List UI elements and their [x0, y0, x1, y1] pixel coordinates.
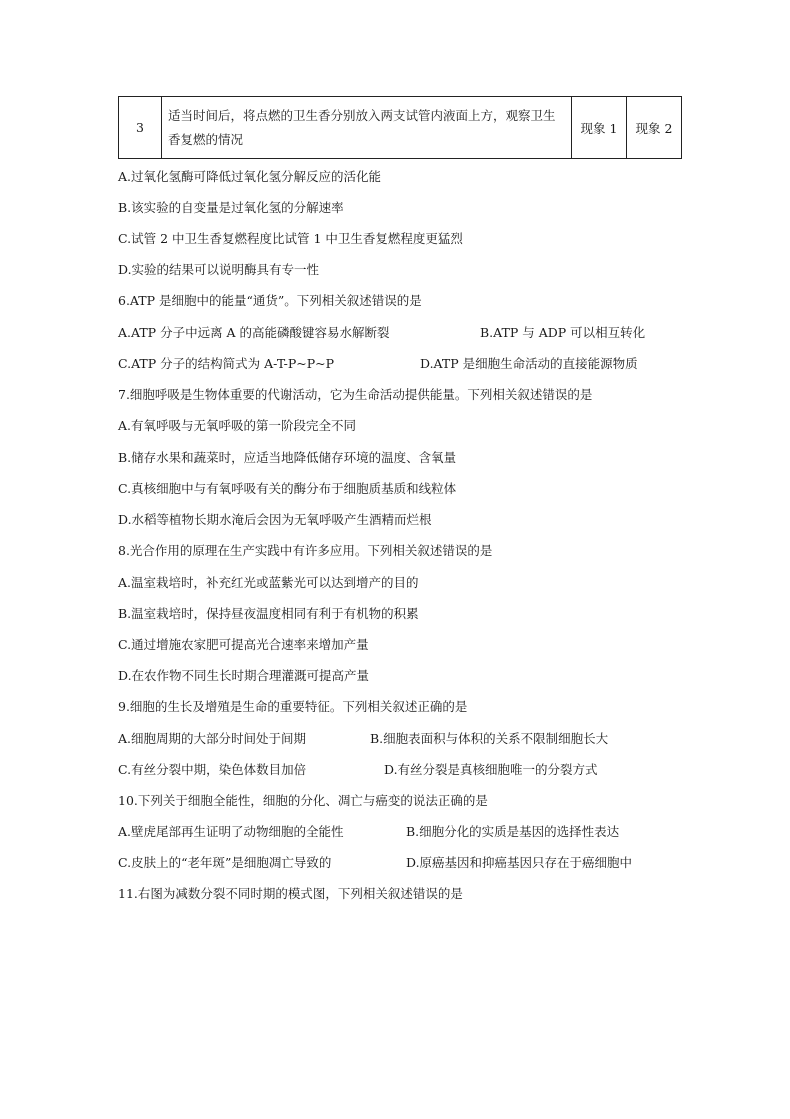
q9-option-c: C.有丝分裂中期，染色体数目加倍: [118, 762, 307, 777]
q6-option-c: C.ATP 分子的结构简式为 A-T-P~P~P: [118, 356, 335, 371]
q6-stem: 6.ATP 是细胞中的能量“通货”。下列相关叙述错误的是: [118, 293, 422, 308]
q7-stem: 7.细胞呼吸是生物体重要的代谢活动，它为生命活动提供能量。下列相关叙述错误的是: [118, 387, 593, 402]
q10-option-a: A.壁虎尾部再生证明了动物细胞的全能性: [118, 824, 344, 839]
q9-option-b: B.细胞表面积与体积的关系不限制细胞长大: [370, 731, 609, 746]
q8-option-c: C.通过增施农家肥可提高光合速率来增加产量: [118, 637, 369, 652]
q8-option-b: B.温室栽培时，保持昼夜温度相同有利于有机物的积累: [118, 606, 419, 621]
q11-stem: 11.右图为减数分裂不同时期的模式图，下列相关叙述错误的是: [118, 886, 463, 901]
q5-option-c: C.试管 2 中卫生香复燃程度比试管 1 中卫生香复燃程度更猛烈: [118, 231, 463, 246]
q7-option-c: C.真核细胞中与有氧呼吸有关的酶分布于细胞质基质和线粒体: [118, 481, 457, 496]
q10-option-c: C.皮肤上的“老年斑”是细胞凋亡导致的: [118, 855, 332, 870]
q7-option-b: B.储存水果和蔬菜时，应适当地降低储存环境的温度、含氧量: [118, 450, 457, 465]
q8-option-d: D.在农作物不同生长时期合理灌溉可提高产量: [118, 668, 370, 683]
q10-option-b: B.细胞分化的实质是基因的选择性表达: [406, 824, 620, 839]
table-row: [119, 97, 682, 159]
step-number: 3: [119, 97, 162, 159]
q5-option-b: B.该实验的自变量是过氧化氢的分解速率: [118, 200, 344, 215]
q8-option-a: A.温室栽培时，补充红光或蓝紫光可以达到增产的目的: [118, 575, 419, 590]
q6-option-b: B.ATP 与 ADP 可以相互转化: [480, 325, 646, 340]
q10-stem: 10.下列关于细胞全能性，细胞的分化、凋亡与癌变的说法正确的是: [118, 793, 488, 808]
q6-option-d: D.ATP 是细胞生命活动的直接能源物质: [420, 356, 638, 371]
experiment-table: [118, 96, 682, 159]
step-description: 适当时间后，将点燃的卫生香分别放入两支试管内液面上方，观察卫生香复燃的情况: [162, 97, 572, 159]
q9-option-d: D.有丝分裂是真核细胞唯一的分裂方式: [384, 762, 598, 777]
q7-option-d: D.水稻等植物长期水淹后会因为无氧呼吸产生酒精而烂根: [118, 512, 432, 527]
result-tube-1: 现象 1: [572, 97, 627, 159]
q5-option-a: A.过氧化氢酶可降低过氧化氢分解反应的活化能: [118, 169, 382, 184]
q10-option-d: D.原癌基因和抑癌基因只存在于癌细胞中: [406, 855, 633, 870]
q7-option-a: A.有氧呼吸与无氧呼吸的第一阶段完全不同: [118, 418, 357, 433]
q9-option-a: A.细胞周期的大部分时间处于间期: [118, 731, 307, 746]
result-tube-2: 现象 2: [627, 97, 682, 159]
q6-option-a: A.ATP 分子中远离 A 的高能磷酸键容易水解断裂: [118, 325, 390, 340]
q5-option-d: D.实验的结果可以说明酶具有专一性: [118, 262, 320, 277]
q9-stem: 9.细胞的生长及增殖是生命的重要特征。下列相关叙述正确的是: [118, 699, 468, 714]
q8-stem: 8.光合作用的原理在生产实践中有许多应用。下列相关叙述错误的是: [118, 543, 493, 558]
